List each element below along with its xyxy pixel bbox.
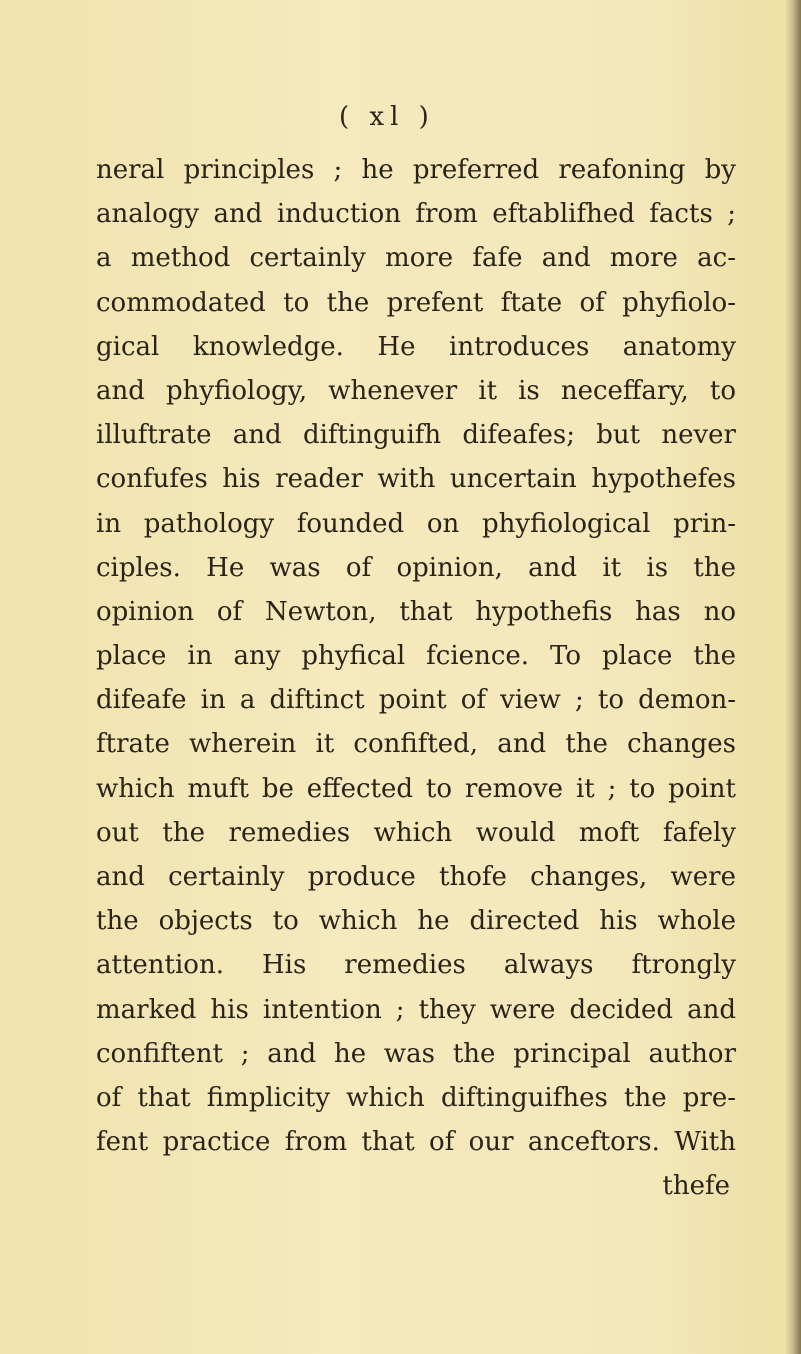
text-line: ciples. He was of opinion, and it is the — [96, 552, 736, 583]
text-line: place in any phyfical fcience. To place the — [96, 641, 736, 672]
text-line: confiftent ; and he was the principal author — [96, 1038, 736, 1069]
text-line: marked his intention ; they were decided and — [96, 994, 736, 1025]
text-line: commodated to the prefent ftate of phyfiolo- — [96, 287, 736, 318]
catchword: thefe — [662, 1171, 730, 1202]
body-text — [96, 148, 736, 1209]
text-line: attention. His remedies always ftrongly — [96, 950, 736, 981]
text-line: out the remedies which would moft fafely — [96, 817, 736, 848]
text-line: opinion of Newton, that hypothefis has no — [96, 596, 736, 627]
text-line: which muft be effected to remove it ; to point — [96, 773, 736, 804]
text-line: a method certainly more fafe and more ac- — [96, 243, 736, 274]
page-number: ( xl ) — [339, 102, 435, 132]
text-line: in pathology founded on phyfiological prin- — [96, 508, 736, 539]
text-line: fent practice from that of our anceftors. With — [96, 1127, 736, 1158]
text-line: ftrate wherein it confifted, and the changes — [96, 729, 736, 760]
text-line: and certainly produce thofe changes, were — [96, 862, 736, 892]
text-line: illuftrate and diftinguifh difeafes; but never — [96, 420, 736, 451]
text-line: confufes his reader with uncertain hypothefes — [96, 464, 736, 495]
text-line: of that fimplicity which diftinguifhes the pre- — [96, 1082, 736, 1113]
text-line: analogy and induction from eftablifhed facts ; — [96, 199, 736, 230]
text-line: the objects to which he directed his whole — [96, 906, 736, 937]
text-line: neral principles ; he preferred reafoning by — [96, 155, 736, 185]
page-edge-shadow — [785, 0, 801, 1354]
text-line: difeafe in a diftinct point of view ; to demon- — [96, 685, 736, 716]
text-line: gical knowledge. He introduces anatomy — [96, 331, 736, 362]
text-line: and phyfiology, whenever it is neceffary, to — [96, 375, 736, 406]
